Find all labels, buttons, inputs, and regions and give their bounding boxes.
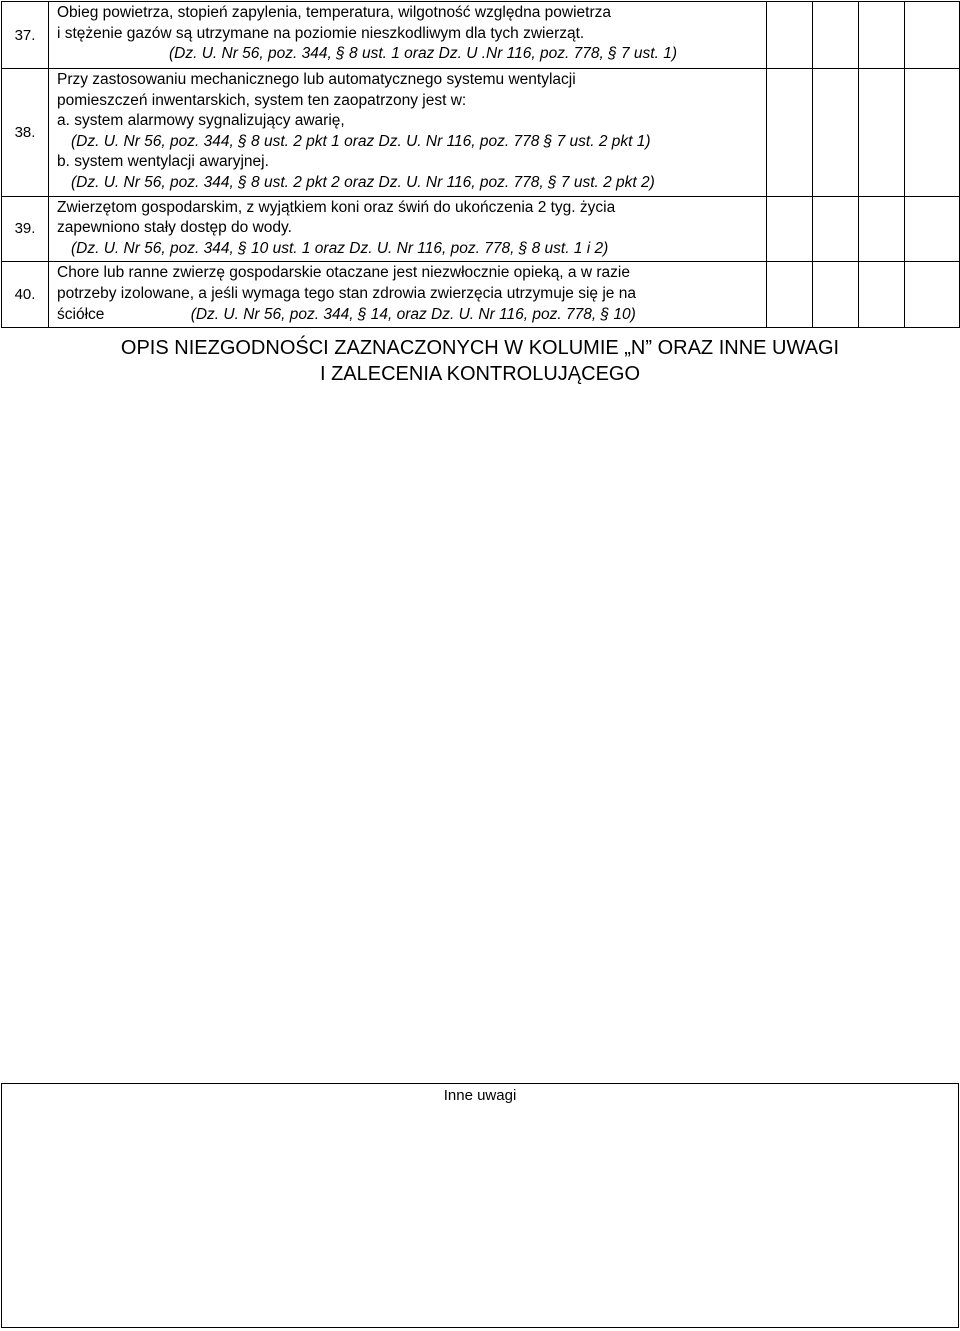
item-text (49, 196, 767, 262)
mark-cell-notes[interactable] (905, 2, 960, 69)
item-text-line: Przy zastosowaniu mechanicznego lub automatycznego systemu wentylacji (57, 71, 576, 88)
item-text-line (57, 305, 766, 326)
checklist-row-40 (2, 262, 960, 328)
mark-cell-t[interactable] (767, 69, 813, 197)
item-text (49, 2, 767, 69)
item-last-word: ściółce (57, 305, 105, 323)
checklist-row-37 (2, 2, 960, 69)
nonconformity-notes-title (0, 335, 960, 387)
item-text-line: zapewniono stały dostęp do wody. (57, 219, 292, 237)
mark-cell-nd[interactable] (859, 69, 905, 197)
mark-cell-n[interactable] (813, 262, 859, 328)
mark-cell-n[interactable] (813, 2, 859, 69)
checklist-table (1, 1, 960, 328)
mark-cell-t[interactable] (767, 262, 813, 328)
legal-reference: (Dz. U. Nr 56, poz. 344, § 14, oraz Dz. U. Nr 116, poz. 778, § 10) (190, 305, 636, 323)
mark-cell-t[interactable] (767, 2, 813, 69)
item-number: 40. (2, 262, 49, 328)
mark-cell-notes[interactable] (905, 196, 960, 262)
mark-cell-notes[interactable] (905, 262, 960, 328)
item-text-line: Chore lub ranne zwierzę gospodarskie otaczane jest niezwłocznie opieką, a w razie (57, 264, 630, 282)
item-text-line: b. system wentylacji awaryjnej. (57, 153, 269, 171)
other-notes-label: Inne uwagi (443, 1087, 517, 1104)
checklist-row-39 (2, 196, 960, 262)
legal-reference: (Dz. U. Nr 56, poz. 344, § 8 ust. 1 oraz Dz. U .Nr 116, poz. 778, § 7 ust. 1) (169, 45, 677, 63)
item-text (49, 262, 767, 328)
notes-title-line: OPIS NIEZGODNOŚCI ZAZNACZONYCH W KOLUMIE „N” ORAZ INNE UWAGI (120, 337, 840, 359)
item-text-line: i stężenie gazów są utrzymane na poziomie nieszkodliwym dla tych zwierząt. (57, 24, 585, 42)
item-text-line: Zwierzętom gospodarskim, z wyjątkiem koni oraz świń do ukończenia 2 tyg. życia (57, 198, 616, 216)
mark-cell-nd[interactable] (859, 196, 905, 262)
legal-reference: (Dz. U. Nr 56, poz. 344, § 8 ust. 2 pkt 2 oraz Dz. U. Nr 116, poz. 778, § 7 ust. 2 pkt 2) (71, 173, 655, 191)
mark-cell-nd[interactable] (859, 2, 905, 69)
mark-cell-t[interactable] (767, 196, 813, 262)
item-text-line: a. system alarmowy sygnalizujący awarię, (57, 112, 345, 130)
other-notes-box[interactable] (1, 1083, 959, 1328)
legal-reference: (Dz. U. Nr 56, poz. 344, § 10 ust. 1 oraz Dz. U. Nr 116, poz. 778, § 8 ust. 1 i 2) (71, 239, 609, 257)
notes-title-line: I ZALECENIA KONTROLUJĄCEGO (319, 363, 641, 385)
mark-cell-notes[interactable] (905, 69, 960, 197)
item-text (49, 69, 767, 197)
item-number: 37. (2, 2, 49, 69)
item-text-line: pomieszczeń inwentarskich, system ten zaopatrzony jest w: (57, 91, 467, 109)
item-number: 39. (2, 196, 49, 262)
checklist-row-38 (2, 69, 960, 197)
mark-cell-nd[interactable] (859, 262, 905, 328)
mark-cell-n[interactable] (813, 69, 859, 197)
mark-cell-n[interactable] (813, 196, 859, 262)
item-text-line: potrzeby izolowane, a jeśli wymaga tego stan zdrowia zwierzęcia utrzymuje się je na (57, 284, 636, 302)
item-number: 38. (2, 69, 49, 197)
legal-reference: (Dz. U. Nr 56, poz. 344, § 8 ust. 2 pkt 1 oraz Dz. U. Nr 116, poz. 778 § 7 ust. 2 pkt 1) (71, 132, 651, 150)
item-text-line: Obieg powietrza, stopień zapylenia, temperatura, wilgotność względna powietrza (57, 4, 611, 21)
